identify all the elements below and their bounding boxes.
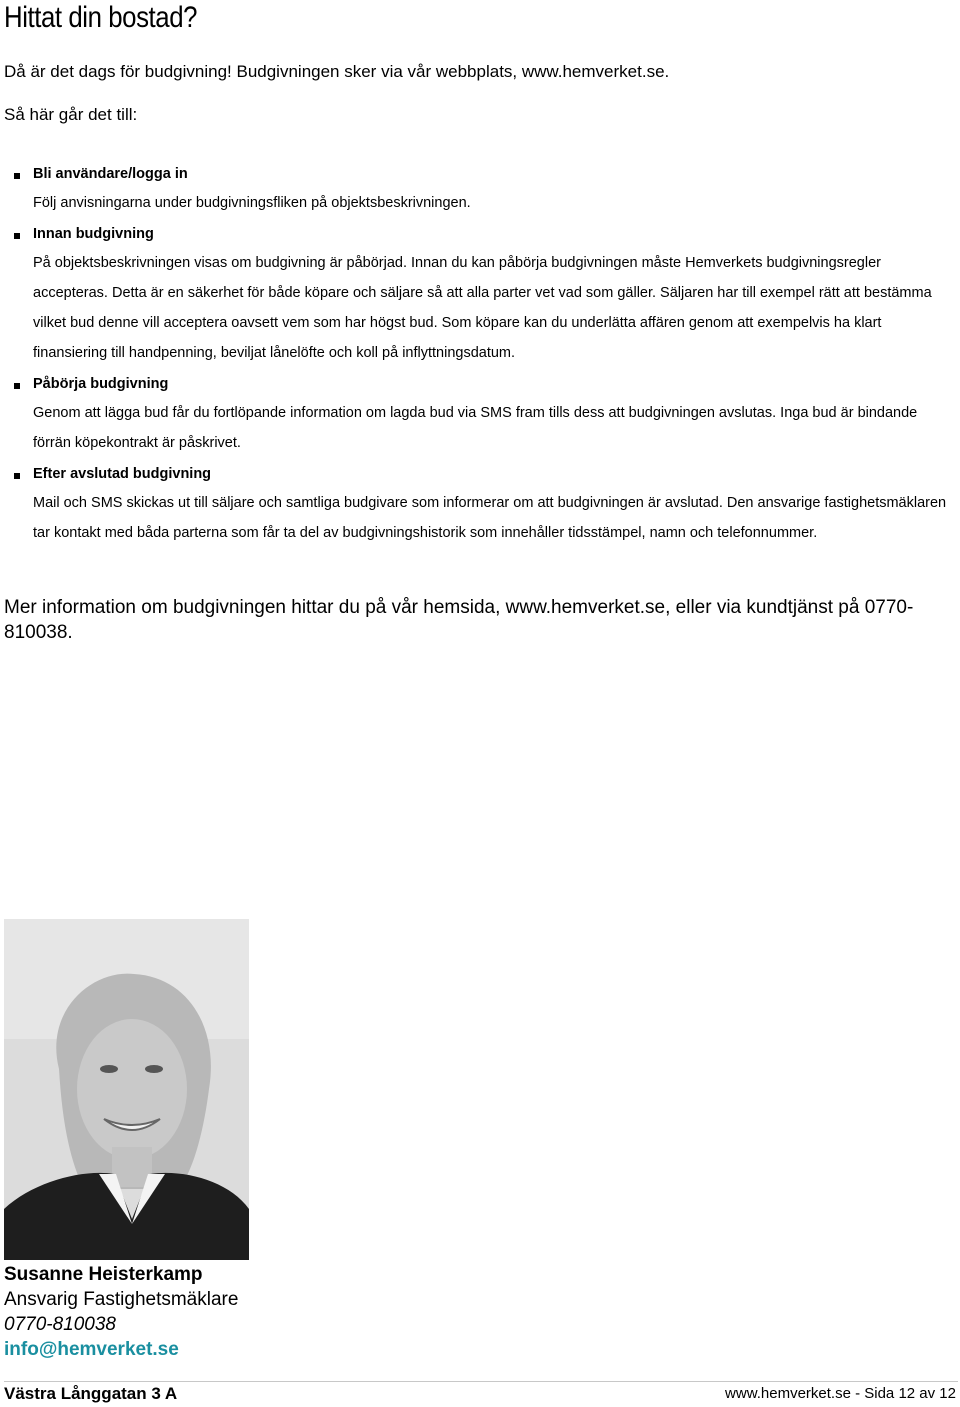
footer-divider <box>4 1381 958 1382</box>
agent-name: Susanne Heisterkamp <box>4 1264 203 1285</box>
square-bullet-icon <box>14 173 20 179</box>
intro-text: Då är det dags för budgivning! Budgivningen sker via vår webbplats, www.hemverket.se. <box>4 62 670 81</box>
square-bullet-icon <box>14 473 20 479</box>
agent-email-link[interactable]: info@hemverket.se <box>4 1339 179 1360</box>
step-body: På objektsbeskrivningen visas om budgivning är påbörjad. Innan du kan påbörja budgivningen måste Hemverkets budgivningsregler accepteras. Detta är en säkerhet för både köpare och säljare så att alla parter vet vad som gäller. Säljaren har till exempel rätt att bestämma vilket bud denne vill acceptera oavsett vem som har högst bud. Som köpare kan du underlätta affären genom att exempelvis ha klart finansiering till handpenning, beviljat lånelöfte och koll på inflyttningsdatum. <box>33 255 932 361</box>
step-title: Bli användare/logga in <box>33 166 188 182</box>
agent-phone[interactable]: 0770-810038 <box>4 1314 116 1335</box>
footer-page-info: www.hemverket.se - Sida 12 av 12 <box>725 1385 956 1402</box>
square-bullet-icon <box>14 233 20 239</box>
square-bullet-icon <box>14 383 20 389</box>
step-title: Påbörja budgivning <box>33 376 169 392</box>
footer-address: Västra Långgatan 3 A <box>4 1384 178 1403</box>
more-info-text: Mer information om budgivningen hittar du på vår hemsida, www.hemverket.se, eller via kundtjänst på 0770-810038. <box>4 597 914 643</box>
step-body: Genom att lägga bud får du fortlöpande information om lagda bud via SMS fram tills dess att budgivningen avslutas. Inga bud är bindande förrän köpekontrakt är påskrivet. <box>33 405 918 451</box>
step-title: Efter avslutad budgivning <box>33 466 212 482</box>
step-body: Mail och SMS skickas ut till säljare och samtliga budgivare som informerar om att budgivningen är avslutad. Den ansvarige fastighetsmäklaren tar kontakt med båda parterna som får ta del av budgivningshistorik som innehåller tidsstämpel, namn och telefonnummer. <box>33 495 947 541</box>
step-body: Följ anvisningarna under budgivningsfliken på objektsbeskrivningen. <box>33 195 471 211</box>
intro-subtext: Så här går det till: <box>4 105 138 124</box>
agent-photo <box>4 919 249 1260</box>
agent-role: Ansvarig Fastighetsmäklare <box>4 1289 239 1310</box>
page-title: Hittat din bostad? <box>4 1 198 34</box>
contact-card <box>4 1262 238 1362</box>
step-title: Innan budgivning <box>33 226 154 242</box>
